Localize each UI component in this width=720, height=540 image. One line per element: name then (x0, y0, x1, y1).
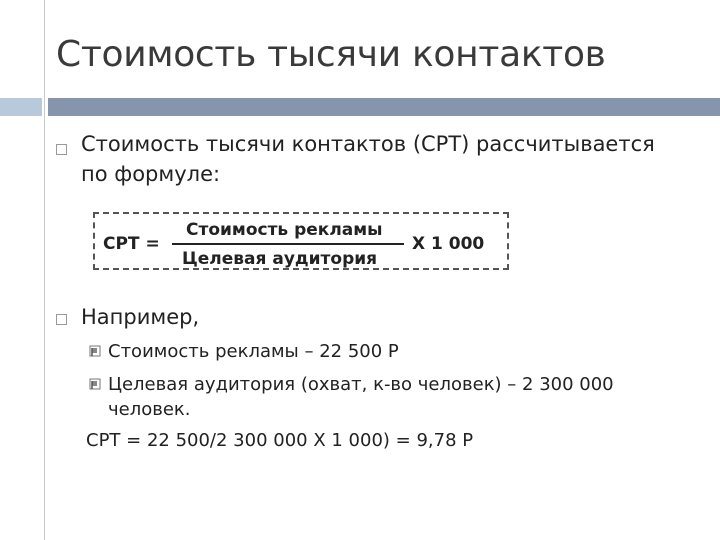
left-rule (44, 0, 45, 540)
flag-bullet-icon (89, 378, 101, 390)
paragraph-1-line-1: Стоимость тысячи контактов (CPT) рассчитывается (81, 132, 655, 156)
list-item-2: Целевая аудитория (охват, к-во человек) – 2 300 000 (108, 374, 614, 395)
result-line: CPT = 22 500/2 300 000 Х 1 000) = 9,78 Р (86, 430, 474, 451)
paragraph-2: Например, (81, 305, 200, 329)
bullet-box-icon (56, 144, 67, 155)
formula-lhs: CPT = (103, 234, 160, 254)
paragraph-1-line-2: по формуле: (81, 162, 221, 186)
fraction-line (172, 243, 404, 245)
slide-title: Стоимость тысячи контактов (56, 34, 606, 75)
formula-denominator: Целевая аудитория (182, 249, 378, 269)
header-bar (48, 98, 720, 116)
formula-multiplier: Х 1 000 (412, 234, 485, 254)
bullet-box-icon (56, 314, 67, 325)
header-bar-accent (0, 98, 42, 116)
list-item-1: Стоимость рекламы – 22 500 Р (108, 341, 399, 362)
list-item-2-continued: человек. (108, 399, 191, 420)
flag-bullet-icon (89, 345, 101, 357)
formula-numerator: Стоимость рекламы (186, 220, 383, 240)
